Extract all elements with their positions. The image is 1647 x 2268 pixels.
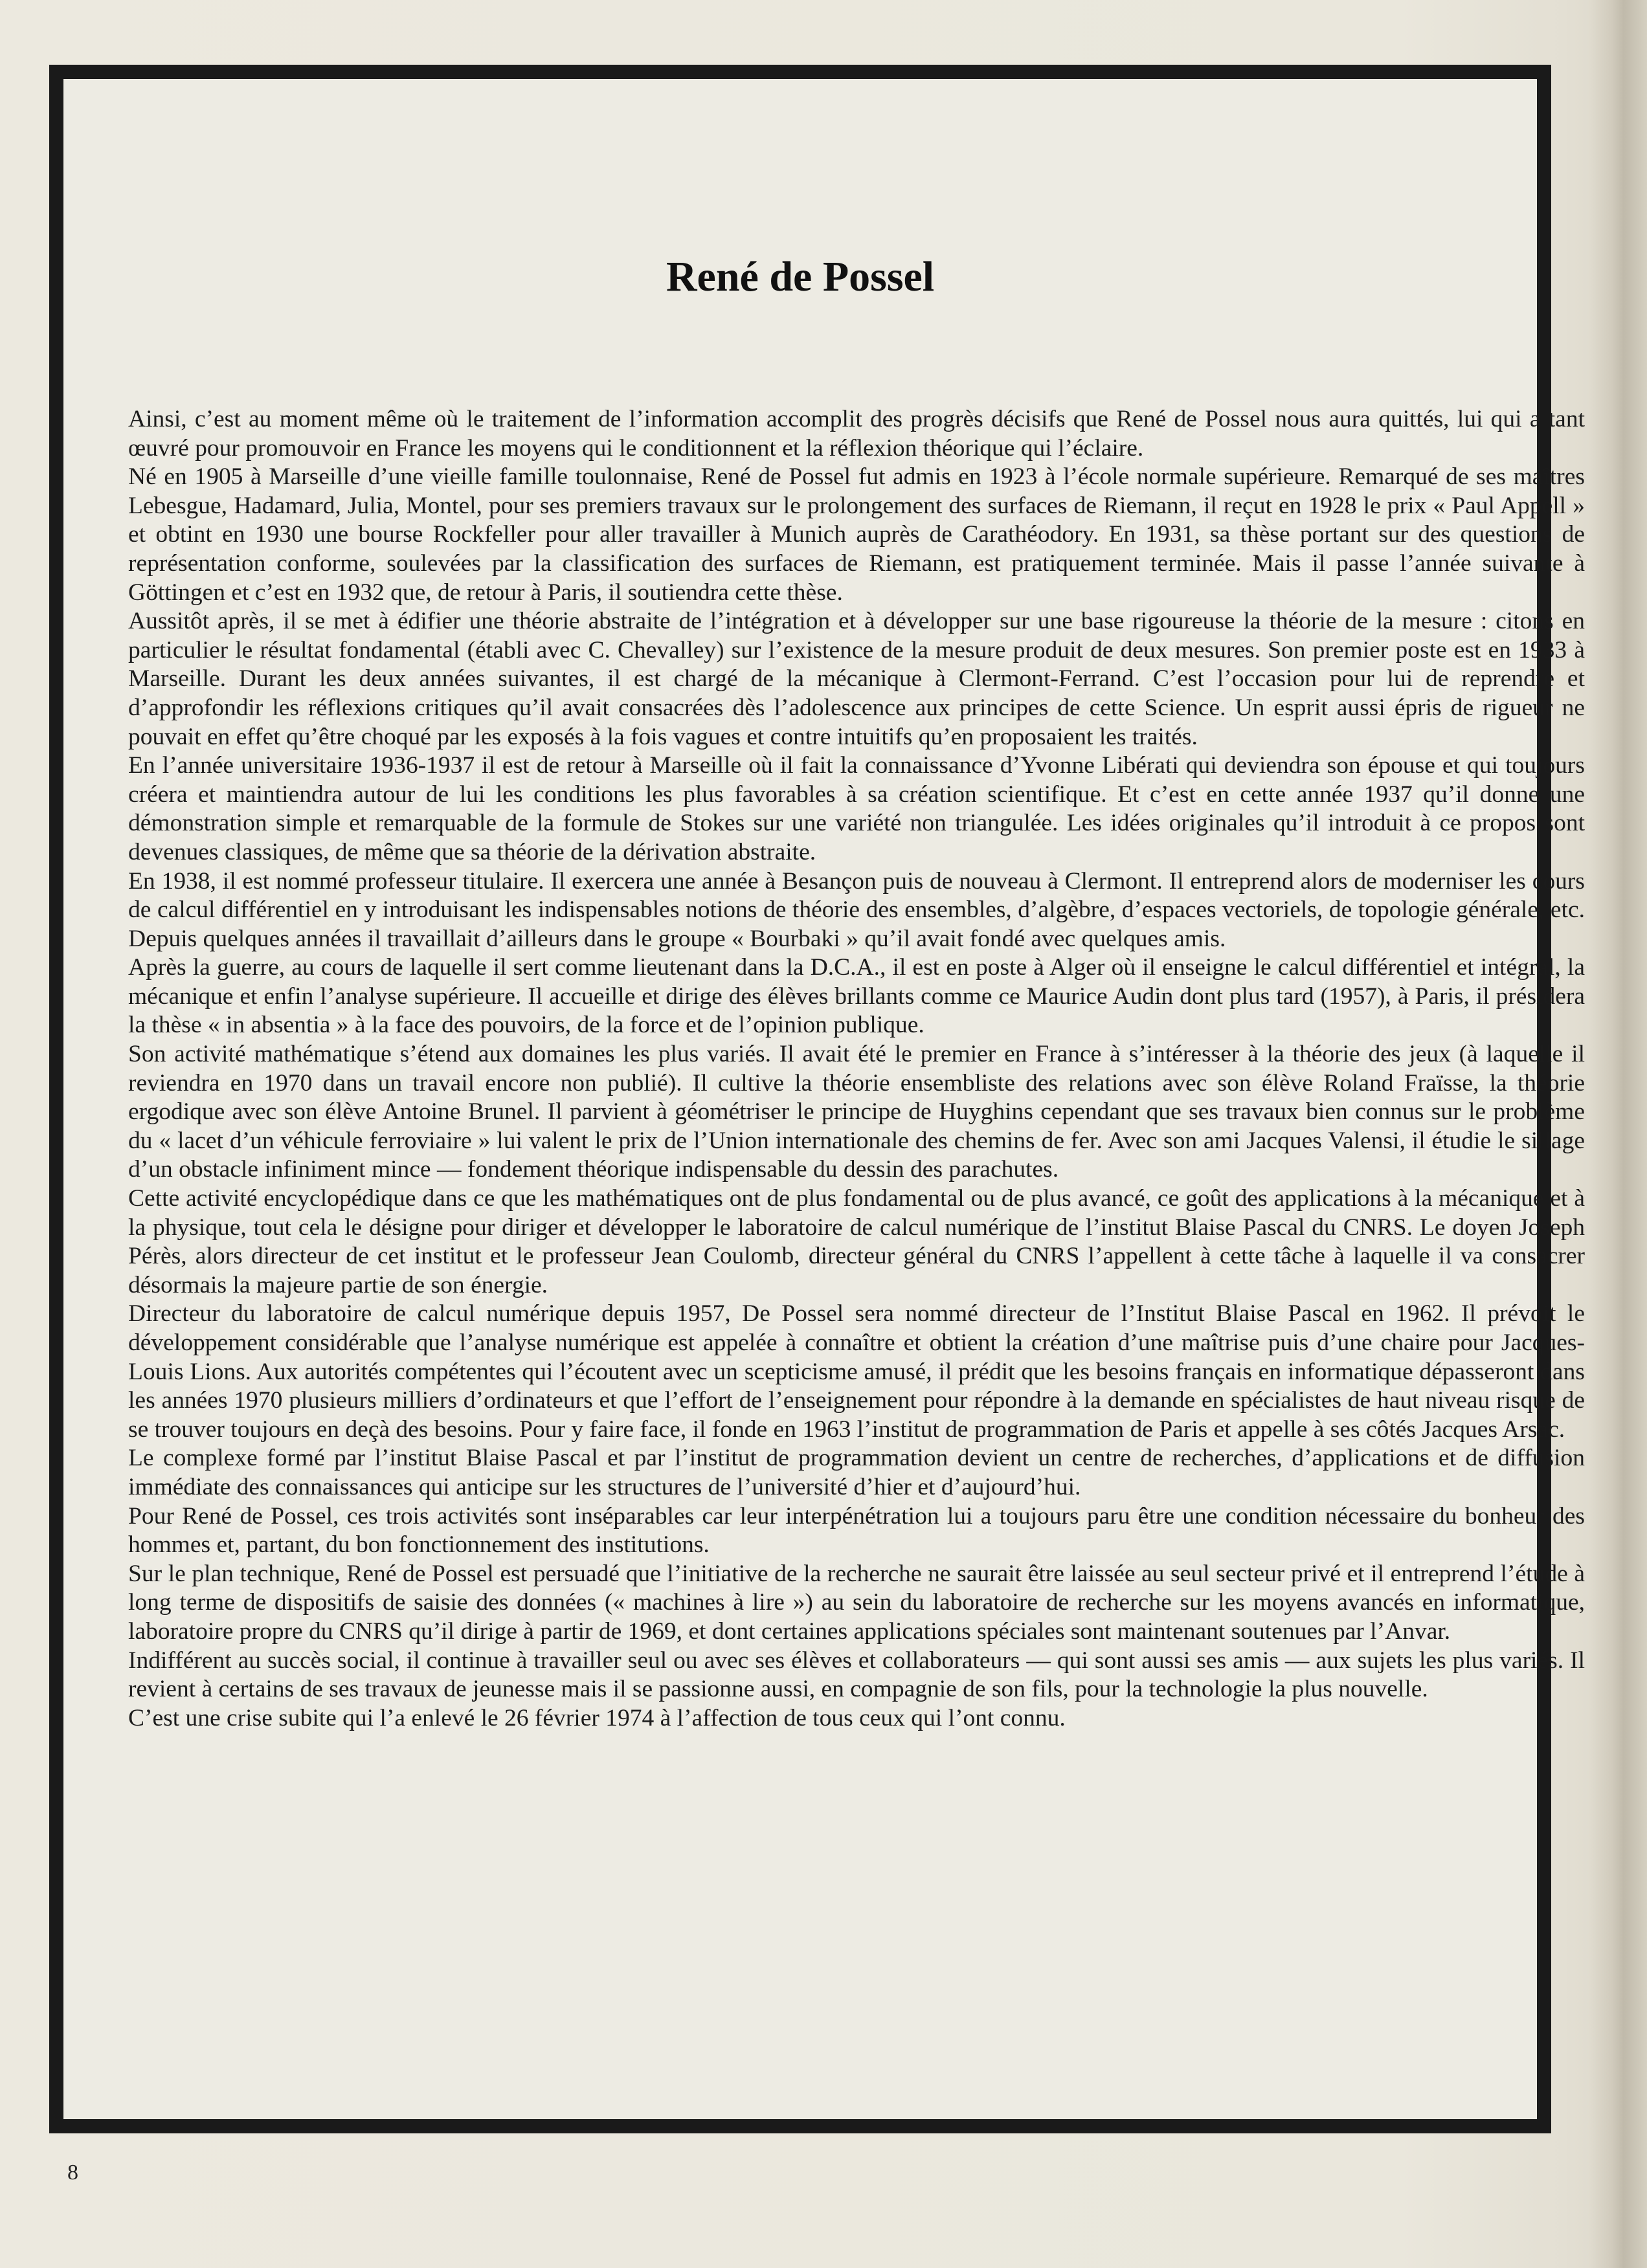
page-gutter-shadow bbox=[1589, 0, 1647, 2268]
paragraph: En l’année universitaire 1936-1937 il est de retour à Marseille où il fait la connaissance d’Yvonne Libérati qui deviendra son épouse et qui toujours créera et maintiendra autour de lui les conditions les plus favorables à sa création scientifique. Et c’est en cette année 1937 qu’il donne une démonstration simple et remarquable de la formule de Stokes sur une variété non triangulée. Les idées originales qu’il introduit à ce propos sont devenues classiques, de même que sa théorie de la dérivation abstraite. bbox=[128, 752, 1585, 865]
paragraph: Directeur du laboratoire de calcul numérique depuis 1957, De Possel sera nommé directeur de l’Institut Blaise Pascal en 1962. Il prévoit le développement considérable que l’analyse numérique est appelée à connaître et obtient la création d’une maîtrise puis d’une chaire pour Jacques-Louis Lions. Aux autorités compétentes qui l’écoutent avec un scepticisme amusé, il prédit que les besoins français en informatique dépasseront dans les années 1970 plusieurs milliers d’ordinateurs et que l’effort de l’enseignement pour répondre à la demande en spécialistes de haut niveau risque de se trouver toujours en deçà des besoins. Pour y faire face, il fonde en 1963 l’institut de programmation de Paris et appelle à ses côtés Jacques Arsac. bbox=[128, 1300, 1585, 1443]
paragraph: Aussitôt après, il se met à édifier une théorie abstraite de l’intégration et à développer sur une base rigoureuse la théorie de la mesure : citons en particulier le résultat fondamental (établi avec C. Chevalley) sur l’existence de la mesure produit de deux mesures. Son premier poste est en 1933 à Marseille. Durant les deux années suivantes, il est chargé de la mécanique à Clermont-Ferrand. C’est l’occasion pour lui de reprendre et d’approfondir les réflexions critiques qu’il avait consacrées dès l’adolescence aux principes de cette Science. Un esprit aussi épris de rigueur ne pouvait en effet qu’être choqué par les exposés à la fois vagues et contre intuitifs qu’en proposaient les traités. bbox=[128, 608, 1585, 750]
paragraph: Né en 1905 à Marseille d’une vieille famille toulonnaise, René de Possel fut admis en 1923 à l’école normale supérieure. Remarqué de ses maîtres Lebesgue, Hadamard, Julia, Montel, pour ses premiers travaux sur le prolongement des surfaces de Riemann, il reçut en 1928 le prix « Paul Appell » et obtint en 1930 une bourse Rockfeller pour aller travailler à Munich auprès de Carathéodory. En 1931, sa thèse portant sur des questions de représentation conforme, soulevées par la classification des surfaces de Riemann, est pratiquement terminée. Mais il passe l’année suivante à Göttingen et c’est en 1932 que, de retour à Paris, il soutiendra cette thèse. bbox=[128, 463, 1585, 606]
paragraph: Ainsi, c’est au moment même où le traitement de l’information accomplit des progrès décisifs que René de Possel nous aura quittés, lui qui a tant œuvré pour promouvoir en France les moyens qui le conditionnent et la réflexion théorique qui l’éclaire. bbox=[128, 406, 1585, 461]
paragraph: Son activité mathématique s’étend aux domaines les plus variés. Il avait été le premier en France à s’intéresser à la théorie des jeux (à laquelle il reviendra en 1970 dans un travail encore non publié). Il cultive la théorie ensembliste des relations avec son élève Roland Fraïsse, la théorie ergodique avec son élève Antoine Brunel. Il parvient à géométriser le principe de Huyghins cependant que ses travaux bien connus sur le problème du « lacet d’un véhicule ferroviaire » lui valent le prix de l’Union internationale des chemins de fer. Avec son ami Jacques Valensi, il étudie le sillage d’un obstacle infiniment mince — fondement théorique indispensable du dessin des parachutes. bbox=[128, 1041, 1585, 1183]
paragraph: Cette activité encyclopédique dans ce que les mathématiques ont de plus fondamental ou de plus avancé, ce goût des applications à la mécanique et à la physique, tout cela le désigne pour diriger et développer le laboratoire de calcul numérique de l’institut Blaise Pascal du CNRS. Le doyen Joseph Pérès, alors directeur de cet institut et le professeur Jean Coulomb, directeur général du CNRS l’appellent à cette tâche à laquelle il va consacrer désormais la majeure partie de son énergie. bbox=[128, 1185, 1585, 1298]
paragraph: En 1938, il est nommé professeur titulaire. Il exercera une année à Besançon puis de nouveau à Clermont. Il entreprend alors de moderniser les cours de calcul différentiel en y introduisant les indispensables notions de théorie des ensembles, d’algèbre, d’espaces vectoriels, de topologie générale, etc. Depuis quelques années il travaillait d’ailleurs dans le groupe « Bourbaki » qu’il avait fondé avec quelques amis. bbox=[128, 867, 1585, 952]
page-number: 8 bbox=[67, 2161, 78, 2185]
article-body bbox=[128, 405, 1585, 1733]
paragraph: Sur le plan technique, René de Possel est persuadé que l’initiative de la recherche ne saurait être laissée au seul secteur privé et il entreprend l’étude à long terme de dispositifs de saisie des données (« machines à lire ») au sein du laboratoire de recherche sur les moyens avancés en informatique, laboratoire propre du CNRS qu’il dirige à partir de 1969, et dont certaines applications spéciales sont maintenant soutenues par l’Anvar. bbox=[128, 1560, 1585, 1645]
paragraph: Après la guerre, au cours de laquelle il sert comme lieutenant dans la D.C.A., il est en poste à Alger où il enseigne le calcul différentiel et intégral, la mécanique et enfin l’analyse supérieure. Il accueille et dirige des élèves brillants comme ce Maurice Audin dont plus tard (1957), à Paris, il présidera la thèse « in absentia » à la face des pouvoirs, de la force et de l’opinion publique. bbox=[128, 954, 1585, 1039]
paragraph: Le complexe formé par l’institut Blaise Pascal et par l’institut de programmation devient un centre de recherches, d’applications et de diffusion immédiate des connaissances qui anticipe sur les structures de l’université d’hier et d’aujourd’hui. bbox=[128, 1445, 1585, 1500]
obituary-frame bbox=[49, 65, 1585, 2133]
paragraph: C’est une crise subite qui l’a enlevé le 26 février 1974 à l’affection de tous ceux qui l’ont connu. bbox=[128, 1704, 1066, 1731]
paragraph: Pour René de Possel, ces trois activités sont inséparables car leur interpénétration lui a toujours paru être une condition nécessaire du bonheur des hommes et, partant, du bon fonctionnement des institutions. bbox=[128, 1502, 1585, 1559]
article-title: René de Possel bbox=[666, 253, 935, 300]
paragraph: Indifférent au succès social, il continue à travailler seul ou avec ses élèves et collaborateurs — qui sont aussi ses amis — aux sujets les plus variés. Il revient à certains de ses travaux de jeunesse mais il se passionne aussi, en compagnie de son fils, pour la technologie la plus nouvelle. bbox=[128, 1647, 1585, 1703]
